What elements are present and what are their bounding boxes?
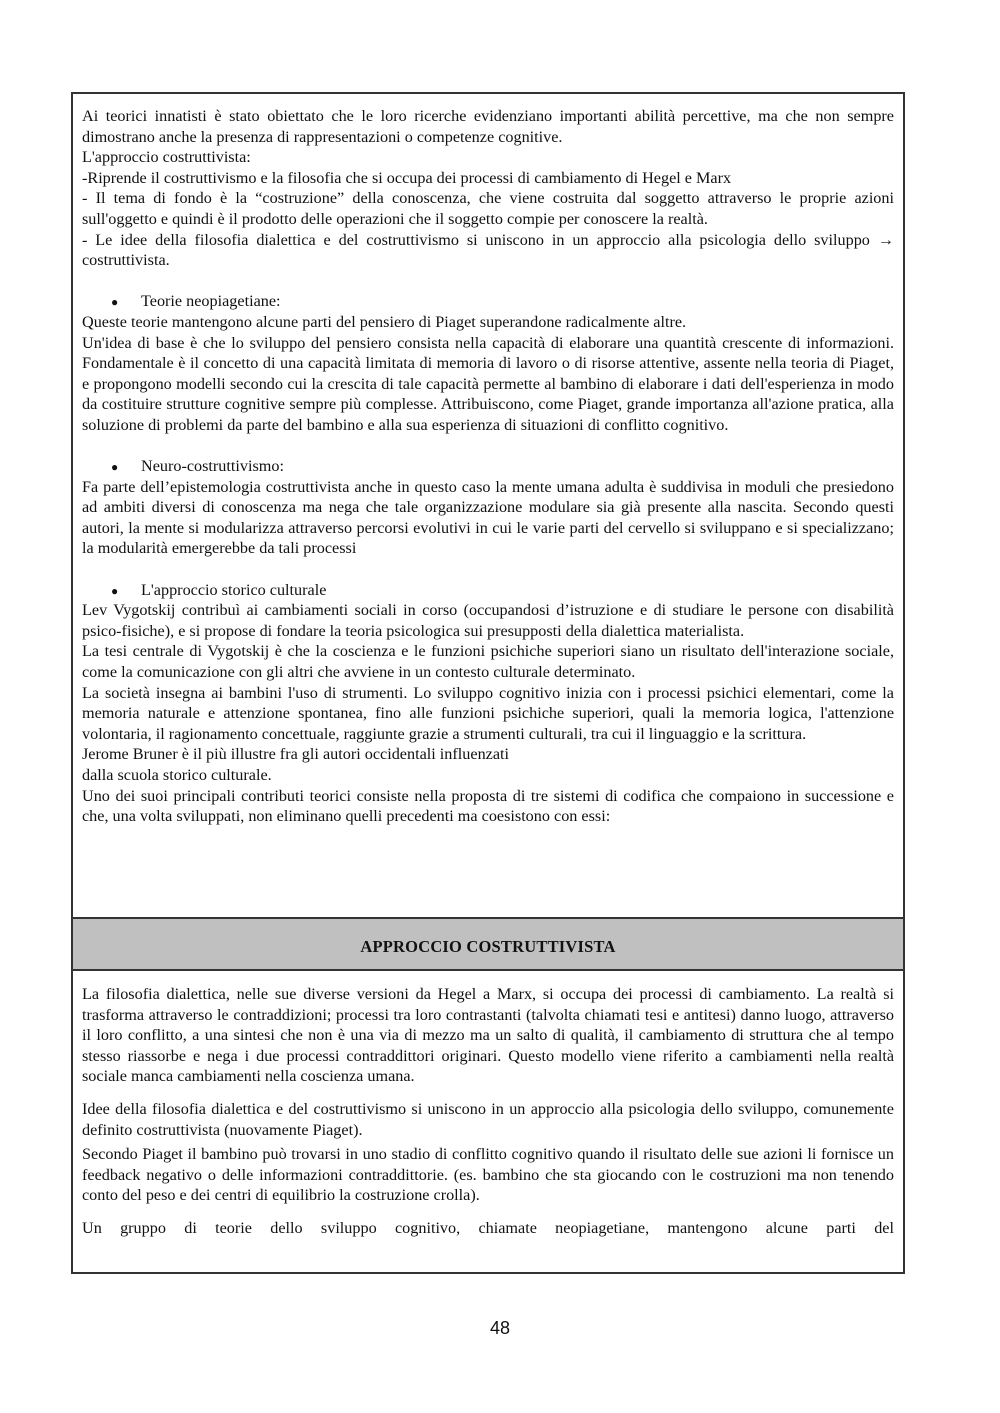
bullet-label: Teorie neopiagetiane:	[141, 292, 281, 311]
page-number: 48	[489, 1318, 511, 1338]
paragraph: Secondo Piaget il bambino può trovarsi in uno stadio di conflitto cognitivo quando il risultato delle sue azioni li fornisce un feedback negativo o delle informazioni contraddittorie. (es. bambino che sta giocando con le costruzioni ma non tenendo conto del peso e dei centri di equilibrio la costruzione crolla).	[82, 1145, 894, 1205]
paragraph: Lev Vygotskij contribuì ai cambiamenti sociali in corso (occupandosi d’istruzione e di studiare le persone con disabilità psico-fisiche), e si propose di fondare la teoria psicologica sui presupposti della dialettica materialista.	[82, 601, 894, 640]
paragraph: L'approccio costruttivista:	[82, 148, 251, 167]
bottom-section	[73, 971, 903, 1272]
paragraph: La filosofia dialettica, nelle sue diverse versioni da Hegel a Marx, si occupa dei processi di cambiamento. La realtà si trasforma attraverso le contraddizioni; processi tra loro contrastanti (talvolta chiamati tesi e antitesi) danno luogo, attraverso il loro conflitto, a una sintesi che non è una via di mezzo ma un salto di qualità, il cambiamento di struttura che al tempo stesso riassorbe e nega i due processi contraddittori originari. Questo modello viene riferito a cambiamenti nella realtà sociale manca cambiamenti nella coscienza umana.	[82, 985, 894, 1086]
paragraph: Idee della filosofia dialettica e del costruttivismo si uniscono in un approccio alla psicologia dello sviluppo, comunemente definito costruttivista (nuovamente Piaget).	[82, 1099, 894, 1139]
paragraph: dalla scuola storico culturale.	[82, 766, 272, 784]
paragraph: - Il tema di fondo è la “costruzione” della conoscenza, che viene costruita dal soggetto attraverso le proprie azioni sull'oggetto e quindi è il prodotto delle operazioni che il soggetto compie per conoscere la realtà.	[82, 189, 894, 228]
paragraph: Jerome Bruner è il più illustre fra gli autori occidentali influenzati	[82, 745, 510, 764]
paragraph: Fa parte dell’epistemologia costruttivista anche in questo caso la mente umana adulta è suddivisa in moduli che presiedono ad ambiti diversi di conoscenza ma nega che tale organizzazione modulare sia già presente alla nascita. Secondo questi autori, la mente si modularizza attraverso percorsi evolutivi in cui le varie parti del cervello si sviluppano e si specializzano; la modularità emergerebbe da tali processi	[82, 477, 894, 558]
top-section	[73, 94, 903, 919]
paragraph: La tesi centrale di Vygotskij è che la coscienza e le funzioni psichiche superiori siano un risultato dell'interazione sociale, come la comunicazione con gli altri che avviene in un contesto culturale determinato.	[82, 642, 894, 682]
paragraph: -Riprende il costruttivismo e la filosofia che si occupa dei processi di cambiamento di Hegel e Marx	[82, 168, 732, 187]
paragraph: Queste teorie mantengono alcune parti del pensiero di Piaget superandone radicalmente altre.	[82, 312, 687, 331]
paragraph: La società insegna ai bambini l'uso di strumenti. Lo sviluppo cognitivo inizia con i processi psichici elementari, come la memoria naturale e attenzione spontanea, fino alle funzioni psichiche superiori, quali la memoria logica, l'attenzione volontaria, il ragionamento concettuale, raggiunte grazie a strumenti culturali, tra cui il linguaggio e la scrittura.	[82, 683, 894, 743]
bullet-dot-icon: ●	[111, 583, 119, 598]
bullet-dot-icon: ●	[111, 295, 119, 310]
paragraph: Un gruppo di teorie dello sviluppo cognitivo, chiamate neopiagetiane, mantengono alcune parti del	[82, 1218, 894, 1237]
section-heading: APPROCCIO COSTRUTTIVISTA	[73, 919, 903, 971]
bullet-label: Neuro-costruttivismo:	[141, 457, 284, 476]
content-frame	[71, 92, 905, 1274]
paragraph: Ai teorici innatisti è stato obiettato che le loro ricerche evidenziano importanti abilità percettive, ma che non sempre dimostrano anche la presenza di rappresentazioni o competenze cognitive.	[82, 107, 894, 146]
bullet-dot-icon: ●	[111, 460, 119, 475]
paragraph: Uno dei suoi principali contributi teorici consiste nella proposta di tre sistemi di codifica che compaiono in successione e che, una volta sviluppati, non eliminano quelli precedenti ma coesistono con essi:	[82, 786, 894, 826]
paragraph: - Le idee della filosofia dialettica e del costruttivismo si uniscono in un approccio alla psicologia dello sviluppo → costruttivista.	[82, 230, 894, 270]
paragraph: Un'idea di base è che lo sviluppo del pensiero consista nella capacità di elaborare una quantità crescente di informazioni. Fondamentale è il concetto di una capacità limitata di memoria di lavoro o di risorse attentive, assente nella teoria di Piaget, e propongono modelli secondo cui la crescita di tale capacità permette al bambino di elaborare i dati dell'esperienza in modo da costituire strutture cognitive sempre più complesse. Attribuiscono, come Piaget, grande importanza all'azione pratica, alla soluzione di problemi da parte del bambino e alla sua esperienza di situazioni di conflitto cognitivo.	[82, 333, 894, 434]
bullet-item	[82, 580, 894, 601]
bullet-item	[82, 456, 894, 477]
bullet-item	[82, 291, 894, 312]
bullet-label: L'approccio storico culturale	[141, 580, 327, 599]
